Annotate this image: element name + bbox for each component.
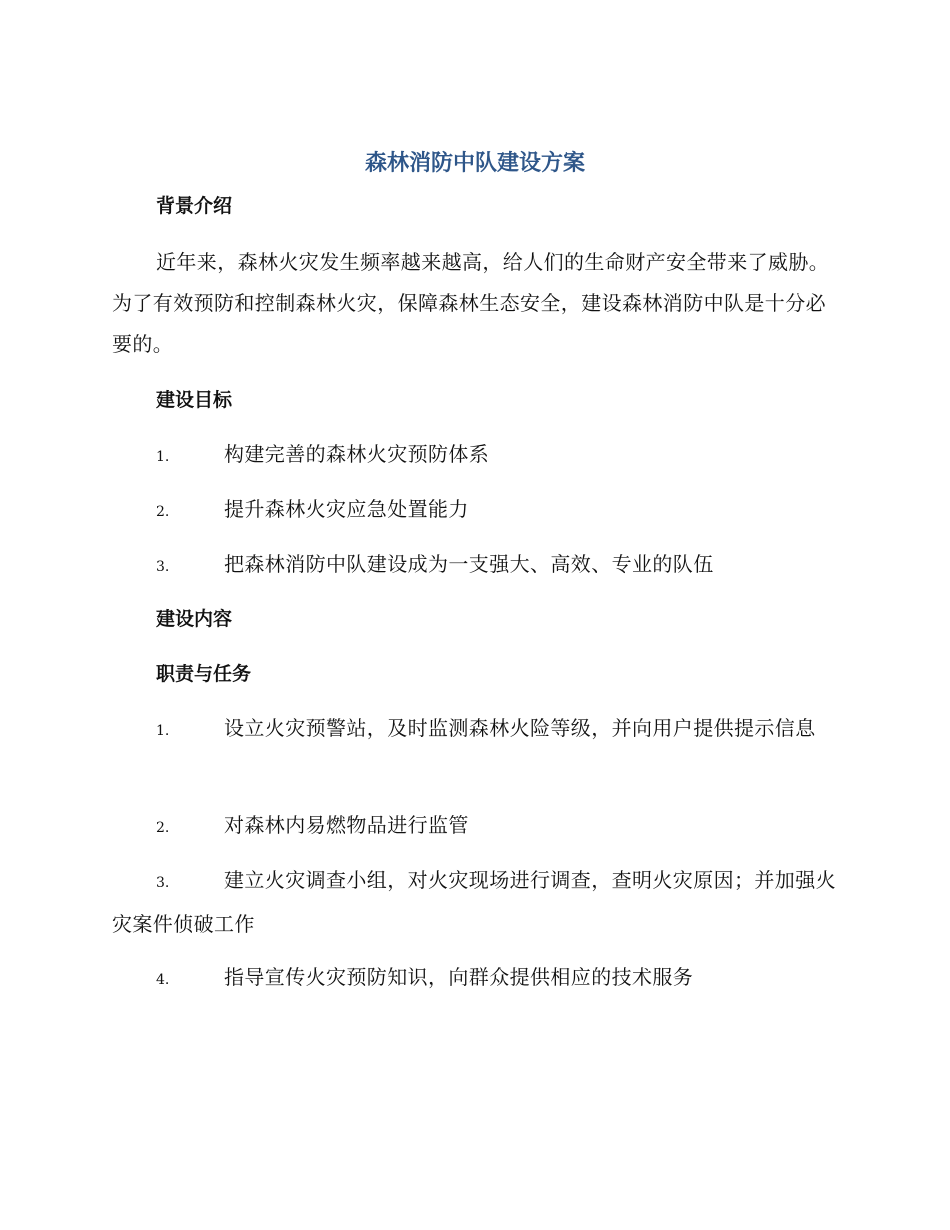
background-paragraph: 近年来，森林火灾发生频率越来越高，给人们的生命财产安全带来了威胁。为了有效预防和控制森林火灾，保障森林生态安全，建设森林消防中队是十分必要的。 [112,250,830,356]
duty-item-number: 3. [156,875,170,891]
duty-item-text: 建立火灾调查小组，对火灾现场进行调查，查明火灾原因；并加强火灾案件侦破工作 [112,868,836,936]
heading-duties: 职责与任务 [156,663,252,685]
goal-item [112,544,836,588]
duty-item-number: 4. [156,972,170,988]
duty-item-number: 2. [156,820,170,836]
heading-content: 建设内容 [156,608,233,630]
duty-item [112,860,836,945]
duty-item-text: 设立火灾预警站，及时监测森林火险等级，并向用户提供提示信息 [224,716,816,740]
goal-item [112,434,836,478]
duty-item-text: 对森林内易燃物品进行监管 [224,813,469,837]
goal-item [112,489,836,533]
goal-item-number: 2. [156,504,170,520]
duty-item [112,957,836,1001]
heading-background: 背景介绍 [156,195,233,217]
duty-item [112,805,836,849]
duty-item-text: 指导宣传火灾预防知识，向群众提供相应的技术服务 [224,965,694,989]
goal-item-number: 1. [156,449,170,465]
duty-item [112,708,836,752]
heading-goals: 建设目标 [156,389,233,411]
goal-item-number: 3. [156,559,170,575]
duty-item-number: 1. [156,723,170,739]
goal-item-text: 构建完善的森林火灾预防体系 [224,442,490,466]
goal-item-text: 把森林消防中队建设成为一支强大、高效、专业的队伍 [224,552,714,576]
goal-item-text: 提升森林火灾应急处置能力 [224,497,469,521]
document-title: 森林消防中队建设方案 [364,151,585,176]
